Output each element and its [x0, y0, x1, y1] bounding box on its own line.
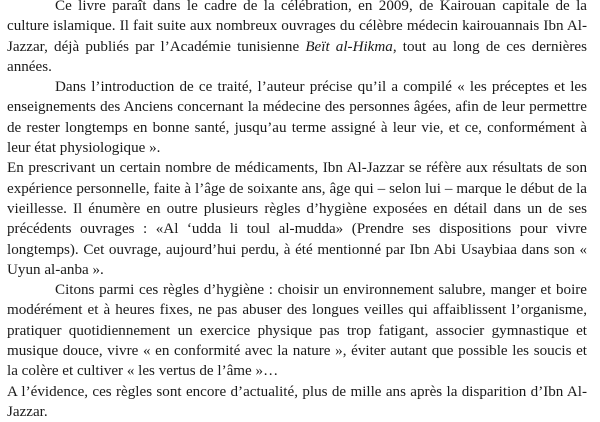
text-run: A l’évidence, ces règles sont encore d’actualité, plus de mille ans après la disparition d’Ibn Al-Jazzar.: [7, 383, 587, 420]
text-run: Ce livre paraît dans le cadre de la célébration, en 2009, de Kairouan capitale de la culture islamique. Il fait suite aux nombreux ouvrages du célèbre médecin kairouannais Ibn Al-Jazzar, déjà publiés par l’Académie tunisienne: [7, 0, 587, 55]
text-run: Citons parmi ces règles d’hygiène : choisir un environnement salubre, manger et boire modérément et à heures fixes, ne pas abuser des longues veilles qui affaiblissent l’organisme, pratiquer quotidiennement un exercice physique pas trop fatigant, associer gymnastique et musique douce, vivre « en conformité avec la nature », éviter autant que possible les soucis et la colère et cultiver « les vertus de l’âme »…: [7, 282, 587, 380]
paragraph-medications: [7, 158, 587, 280]
text-run: Dans l’introduction de ce traité, l’auteur précise qu’il a compilé « les préceptes et les enseignements des Anciens concernant la médecine des personnes âgées, afin de leur permettre de rester longtemps en bonne santé, jusqu’au terme assigné à leur vie, et ce, conformément à leur état physiologique ».: [7, 79, 587, 157]
paragraph-celebration: [7, 0, 587, 77]
document-page: [7, 0, 587, 422]
book-title-italic: Beït al-Hikma: [305, 38, 393, 55]
text-run: , tout au long de ces dernières années.: [7, 38, 587, 75]
paragraph-introduction: [7, 77, 587, 158]
text-run: En prescrivant un certain nombre de médicaments, Ibn Al-Jazzar se réfère aux résultats de son expérience personnelle, faite à l’âge de soixante ans, âge qui – selon lui – marque le début de la vieillesse. Il énumère en outre plusieurs règles d’hygiène exposées en détail dans un de ses précédents ouvrages : «Al ‘udda li toul al-mudda» (Prendre ses dispositions pour vivre longtemps). Cet ouvrage, aujourd’hui perdu, à été mentionné par Ibn Abi Usaybiaa dans son « Uyun al-anba ».: [7, 160, 587, 278]
paragraph-conclusion: [7, 382, 587, 422]
paragraph-hygiene-rules: [7, 280, 587, 381]
